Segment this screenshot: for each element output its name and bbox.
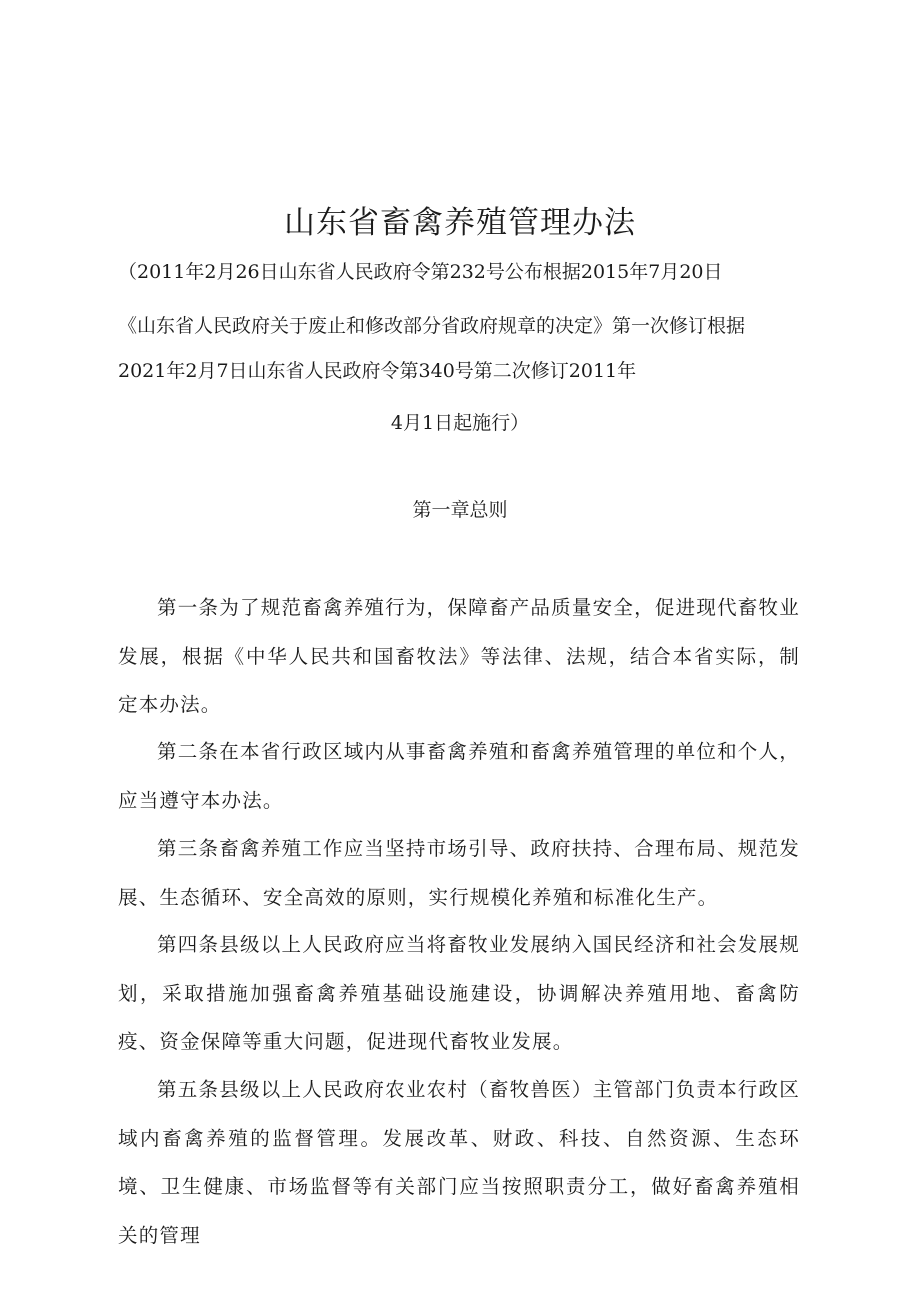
article-3: 第三条畜禽养殖工作应当坚持市场引导、政府扶持、合理布局、规范发展、生态循环、安全高效的原则，实行规模化养殖和标准化生产。 <box>118 837 800 909</box>
article-4: 第四条县级以上人民政府应当将畜牧业发展纳入国民经济和社会发展规划，采取措施加强畜禽养殖基础设施建设，协调解决养殖用地、畜禽防疫、资金保障等重大问题，促进现代畜牧业发展。 <box>118 933 800 1053</box>
article-5: 第五条县级以上人民政府农业农村（畜牧兽医）主管部门负责本行政区域内畜禽养殖的监督管理。发展改革、财政、科技、自然资源、生态环境、卫生健康、市场监督等有关部门应当按照职责分工，做好畜禽养殖相关的管理 <box>118 1078 800 1247</box>
promulgation-note-line-1: （2011年2月26日山东省人民政府令第232号公布根据2015年7月20日 <box>118 261 723 283</box>
promulgation-note-line-4: 4月1日起施行） <box>390 412 530 434</box>
chapter-heading: 第一章总则 <box>412 499 508 521</box>
document-title: 山东省畜禽养殖管理办法 <box>284 205 636 241</box>
promulgation-note-line-2: 《山东省人民政府关于废止和修改部分省政府规章的决定》第一次修订根据 <box>118 315 746 337</box>
article-1: 第一条为了规范畜禽养殖行为，保障畜产品质量安全，促进现代畜牧业发展，根据《中华人民共和国畜牧法》等法律、法规，结合本省实际，制定本办法。 <box>118 596 800 716</box>
promulgation-note-line-3: 2021年2月7日山东省人民政府令第340号第二次修订2011年 <box>118 360 637 382</box>
article-2: 第二条在本省行政区域内从事畜禽养殖和畜禽养殖管理的单位和个人，应当遵守本办法。 <box>118 740 800 812</box>
